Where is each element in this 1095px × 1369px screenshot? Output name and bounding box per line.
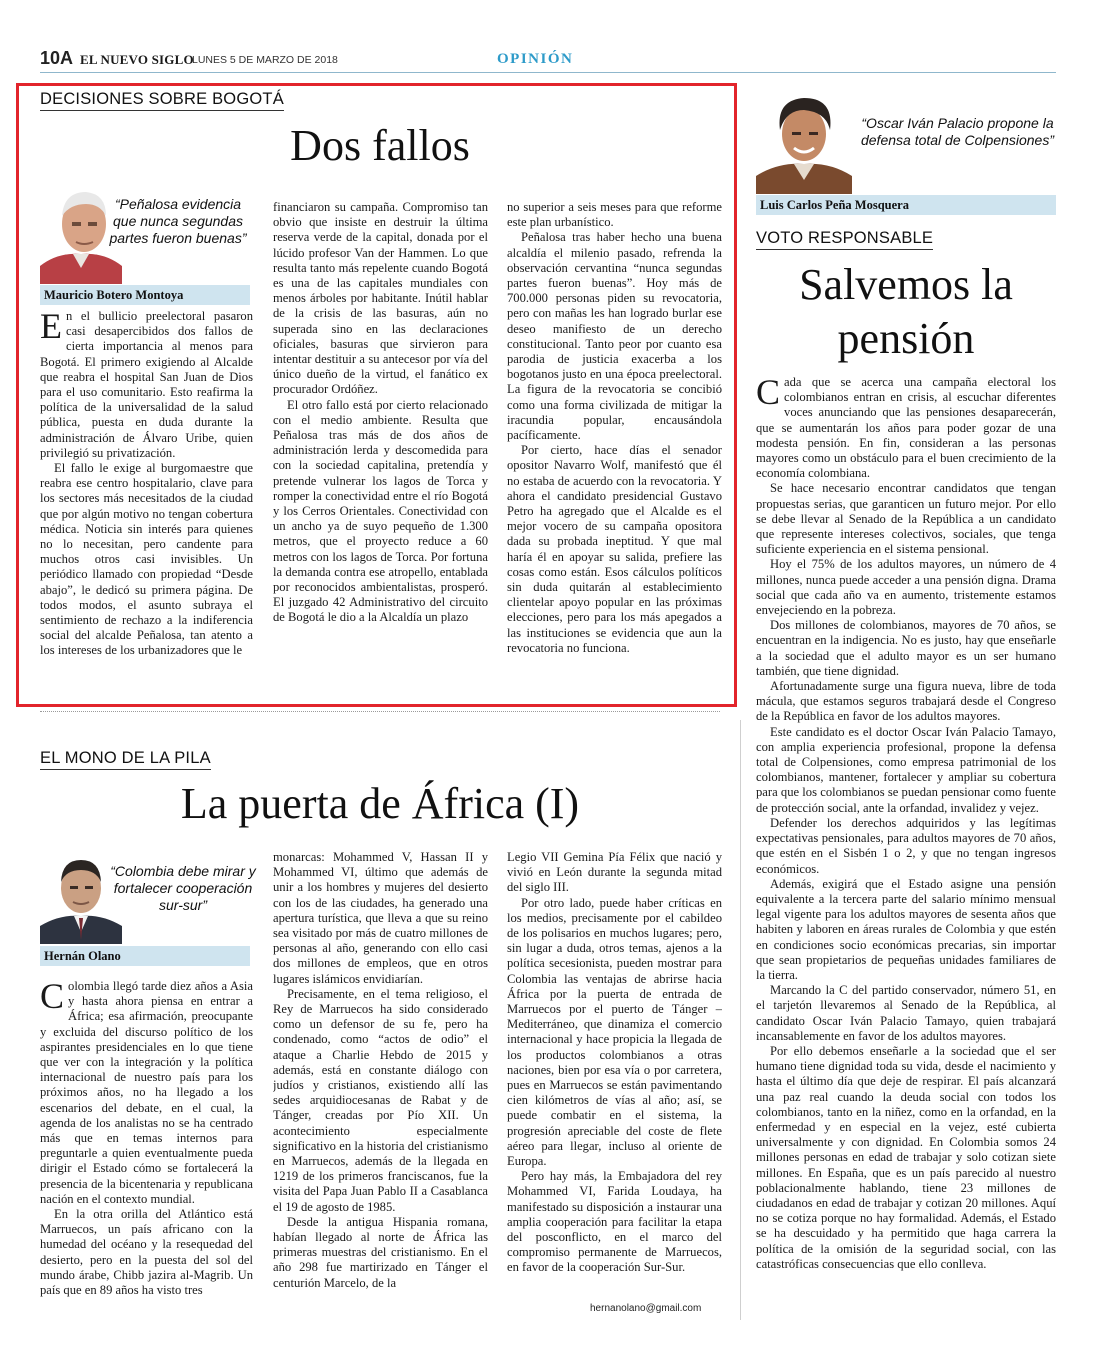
article1-title: Dos fallos [290, 121, 470, 170]
article3-dropcap: C [756, 375, 781, 412]
article2-col2-p2: Precisamente, en el tema religioso, el Rey de Marruecos ha sido considerado como un defensor de su fe, pero ha condenado, como “actos de odio” el ataque a Charlie Hebdo de 2015 y además, está en constante diálogo con judíos y cristianos, existiendo allí las sedes arquidiocesanas de Rabat y de Tánger, creadas por Pío XII. Un acontecimiento especialmente significativo en la historia del cristianismo en Marruecos, además de la llegada en 1219 de los primeros franciscanos, fue la visita del Papa Juan Pablo II a Casablanca el 19 de agosto de 1985. [273, 986, 488, 1214]
article1-col2-p1: financiaron su campaña. Compromiso tan obvio que insiste en destruir la última reserva verde de la capital, donada por el lúcido profesor Van der Hammen. Lo que resulta tanto más repelente cuando Bogotá es una de las capitales mundiales con menos árboles por habitante. Inútil hablar de la crisis de las basuras, aún no superada sino en las declaraciones oficiales, basuras que sirvieron para intentar destituir a su antecesor por vía del único dueño de la virtud, el fanático ex procurador Ordóñez. [273, 200, 488, 397]
author-email: hernanolano@gmail.com [590, 1303, 702, 1314]
article3-p9: Marcando la C del partido conservador, número 51, en el tarjetón llevaremos al Senado de la República, al candidato Oscar Iván Palacio Tamayo, quien trabajará incansablemente en favor de los adultos mayores. [756, 983, 1056, 1043]
article1-col3-p3: Por cierto, hace días el senador opositor Navarro Wolf, manifestó que él no estaba de acuerdo con la revocatoria. Y ahora el candidato presidencial Gustavo Petro ha agregado que el Alcalde es el mejor vocero de su campaña opositora dada su probada ineptitud. Y que mal haría él en apoyar su salida, prefiere las cosas como están. Esos cálculos políticos sin duda quitarán al establecimiento clientelar apoyo popular en las próximas elecciones, pero para los más apegados a las instituciones se evidencia que aun la revocatoria no funciona. [507, 443, 722, 655]
article2-quote: “Colombia debe mirar y fortalecer cooperación sur-sur” [110, 863, 256, 913]
article2-title: La puerta de África (I) [180, 779, 580, 828]
article2-col2-p1: monarcas: Mohammed V, Hassan II y Mohammed VI, último que además de unir a los hombres y mujeres del desierto con los de las ciudades, ha generado una apertura turística, que lleva a que su reino sea visitado por más de cuatro millones de personas al año, generando con ello casi dos millones de empleos, que en otros lugares islámicos envidiarían. [273, 850, 488, 986]
article2-tag: EL MONO DE LA PILA [40, 749, 211, 770]
article2-col3-p1: Legio VII Gemina Pía Félix que nació y vivió en León durante la segunda mitad del siglo III. [507, 850, 722, 895]
article1-quote: “Peñalosa evidencia que nunca segundas partes fueron buenas” [109, 196, 247, 246]
article3-tag: VOTO RESPONSABLE [756, 229, 933, 250]
article2-column-2 [273, 850, 488, 1324]
article3-p3: Hoy el 75% de los adultos mayores, un número de 4 millones, nunca puede acceder a una pensión digna. Drama social que cada año va en aumento, tristemente estamos envejeciendo en la pobreza. [756, 557, 1056, 618]
portrait-icon [756, 90, 852, 194]
article3-title [756, 258, 1056, 366]
article-divider [40, 711, 720, 712]
article1-tag: DECISIONES SOBRE BOGOTÁ [40, 90, 284, 111]
article2-column-1 [40, 979, 253, 1324]
article1-author: Mauricio Botero Montoya [40, 285, 250, 305]
article1-col2-p2: El otro fallo está por cierto relacionado con el medio ambiente. Resulta que Peñalosa tras más de dos años de administración lerda y descomedida para con la sociedad capitalina, pretendía y pretende vulnerar los lagos de Torca y romper la conectividad entre el río Bogotá y los Cerros Orientales. Conectividad con un ancho ya de suyo pequeño de 1.300 metros, que el proyecto reduce a 60 metros con los lagos de Torca. Por fortuna la demanda contra ese atropello, entablada por reconocidos ambientalistas, prosperó. El juzgado 42 Administrativo del circuito de Bogotá le dio a la Alcaldía un plazo [273, 397, 488, 625]
article3-p7: Defender los derechos adquiridos y las legítimas expectativas pensionales, para adultos mayores de 70 años, que estén en el Sisbén 1 o 2, y que no tengan ingresos económicos. [756, 815, 1056, 876]
article2-author: Hernán Olano [40, 946, 250, 966]
article1-column-1 [40, 309, 253, 689]
article2-col1-p2: En la otra orilla del Atlántico está Marruecos, un país africano con la humedad del océano y la resequedad del desierto, pero en la puesta del sol del mundo árabe, Chibb jazira al-Magrib. Un país que en 89 años ha visto tres [40, 1207, 253, 1298]
article3-title-line1: Salvemos la [799, 260, 1013, 309]
article3-p10: Por ello debemos enseñarle a la sociedad que el ser humano tiene dignidad toda su vida, desde el nacimiento y hasta el último día que deje de respirar. El país alcanzará una paz real cuando la deuda social con todos los colombianos, tanto en la niñez, como en la orfandad, en la enfermedad y en especial en la vejez, esté cubierta universalmente y con dignidad. En Colombia somos 24 millones personas en edad de trabajar y solo cotizan siete millones. En España, que es un país parecido al nuestro poblacionalmente hablando, tiene 23 millones de ciudadanos en edad de trabajar y cotizan 20 millones. Aquí no se cotiza porque no hay formalidad. Además, el Estado se ha descuidado y ha permitido que haga carrera la política de la omisión de la seguridad social, con las catastróficas consecuencias que ello conlleva. [756, 1043, 1056, 1271]
header-rule [40, 72, 1056, 73]
page-number: 10A [40, 48, 74, 68]
article2-col3-p2: Por otro lado, puede haber críticas en los medios, precisamente por el cabildeo de los polisarios en muchos lugares; pero, sin lugar a duda, otros temas, ajenos a la política secesionista, pueden mostrar para Colombia las ventajas de abrirse hacia África por la puerta de entrada de Marruecos por el puerto de Tánger – Mediterráneo, que dinamiza el comercio internacional y hace propicia la llegada de los productos colombianos a otras naciones, bien por esa vía o por carretera, pues en Marruecos se están pavimentando cien kilómetros de vías al año; así, se puede combatir en el sistema, la progresión apreciable del coste de flete aéreo para llegar, incluso al oriente de Europa. [507, 895, 722, 1169]
article2-dropcap: C [40, 979, 65, 1016]
article1-col1-p1: n el bullicio preelectoral pasaron casi desapercibidos dos fallos de cierta importancia al menos para Bogotá. El primero exigiendo al Alcalde que reabra el hospital San Juan de Dios para el uso comunitario. Esto reafirma la política de la universalidad de la salud pública, puesta en duda durante la administración de Álvaro Uribe, quien privilegió su privatización. [40, 309, 253, 460]
issue-date: LUNES 5 DE MARZO DE 2018 [192, 54, 338, 66]
article3-p5: Afortunadamente surge una figura nueva, libre de toda mácula, que estamos seguros trabajará desde el Congreso de la República en favor de los adultos mayores. [756, 679, 1056, 724]
article2-col1-p1: olombia llegó tarde diez años a Asia y hasta ahora piensa en entrar a África; esa afirmación, preocupante y excluida del discurso político de los aspirantes presidenciales en lo que tiene que ver con la integración y la política internacional de nuestro país para los próximos años, no ha llegado a los escenarios del debate, en el cual, la agenda de los analistas no se ha centrado más que en temas internos para preguntarle a quien eventualmente pueda dirigir el Estado cómo se fortalecerá la presencia de la bicentenaria y republicana nación en el contexto mundial. [40, 979, 253, 1206]
article1-col3-p2: Peñalosa tras haber hecho una buena alcaldía el milenio pasado, refrenda la observación cervantina “nunca segundas partes fueron buenas”. Hoy más de 700.000 personas piden su revocatoria, pero con mañas les han logrado burlar ese deseo manifiesto de un derecho constitucional. Tanto peor por cuanto esa parodia de justicia exacerba a los bogotanos justo en una época preelectoral. La figura de la revocatoria se concibió como una forma civilizada de mitigar la iracundia popular, encausándola pacíficamente. [507, 230, 722, 443]
article1-column-3 [507, 200, 722, 690]
article1-dropcap: E [40, 309, 62, 346]
article3-p1: ada que se acerca una campaña electoral los colombianos entran en crisis, al escuchar diferentes voces anunciando que las pensiones desaparecerán, que se aumentarán los años para poder gozar de una modesta pensión. En fin, consideran a las personas mayores como un obstáculo para el buen crecimiento de la economía colombiana. [756, 375, 1056, 481]
column-separator [740, 720, 741, 1320]
article1-column-2 [273, 200, 488, 690]
article3-p6: Este candidato es el doctor Oscar Iván Palacio Tamayo, con amplia experiencia profesional, propone la defensa total de Colpensiones, como empresa patrimonial de los colombianos, mantener, fortalecer y ampliar su cobertura para que los colombianos se puedan pensionar como fuente de protección social, ante la orfandad, invalidez y vejez. [756, 724, 1056, 815]
author-photo-pena [756, 90, 852, 194]
article3-body [756, 375, 1056, 1320]
article3-author: Luis Carlos Peña Mosquera [756, 195, 1056, 215]
article3-title-line2: pensión [837, 314, 975, 363]
article3-p2: Se hace necesario encontrar candidatos que tengan propuestas serias, que garanticen un futuro mejor. Por ello se debe llevar al Senado de la República a un candidato que represente intereses colectivos, sociales, que tenga suficiente experiencia en el sistema pensional. [756, 481, 1056, 557]
newspaper-name: EL NUEVO SIGLO [80, 52, 194, 67]
article2-col3-p3: Pero hay más, la Embajadora del rey Mohammed VI, Farida Loudaya, ha manifestado su disposición a instaurar una amplia cooperación para facilitar la etapa del posconflicto, en el marco del compromiso permanente de Marruecos, en favor de la cooperación Sur-Sur. [507, 1169, 722, 1275]
article3-p4: Dos millones de colombianos, mayores de 70 años, se encuentran en la indigencia. No es justo, hay que enseñarle a la sociedad que el adulto mayor es un ser humano también, que tiene dignidad. [756, 618, 1056, 678]
article2-column-3 [507, 850, 722, 1298]
article1-col3-p1: no superior a seis meses para que reforme este plan urbanístico. [507, 200, 722, 230]
section-title: OPINIÓN [497, 51, 574, 67]
article1-col1-p2: El fallo le exige al burgomaestre que reabra ese centro hospitalario, clave para los sectores más necesitados de la ciudad que por algún motivo no tengan cobertura médica. Noticia sin interés para quienes no lo necesitan, pero candente para muchos otros casi invisibles. Un periódico llamado con propiedad “Desde abajo”, le dedicó su primera página. De todos modos, el asunto subraya el sentimiento de rechazo a la indiferencia social del alcalde Peñalosa, tan atento a los intereses de los urbanizadores que le [40, 461, 253, 658]
article3-quote: “Oscar Iván Palacio propone la defensa total de Colpensiones” [860, 115, 1055, 148]
article3-p8: Además, exigirá que el Estado asigne una pensión equivalente a la tercera parte del salario mínimo mensual legal vigente para los adultos mayores de sesenta años que habiten y laboren en áreas rurales de Colombia y que estén en condiciones socio económicas precarias, sin importar que sean propietarios de pequeñas unidades familiares de la tierra. [756, 876, 1056, 982]
article2-col2-p3: Desde la antigua Hispania romana, habían llegado al norte de África las primeras muestras del cristianismo. En el año 298 fue martirizado en Tánger el centurión Marcelo, de la [273, 1214, 488, 1290]
